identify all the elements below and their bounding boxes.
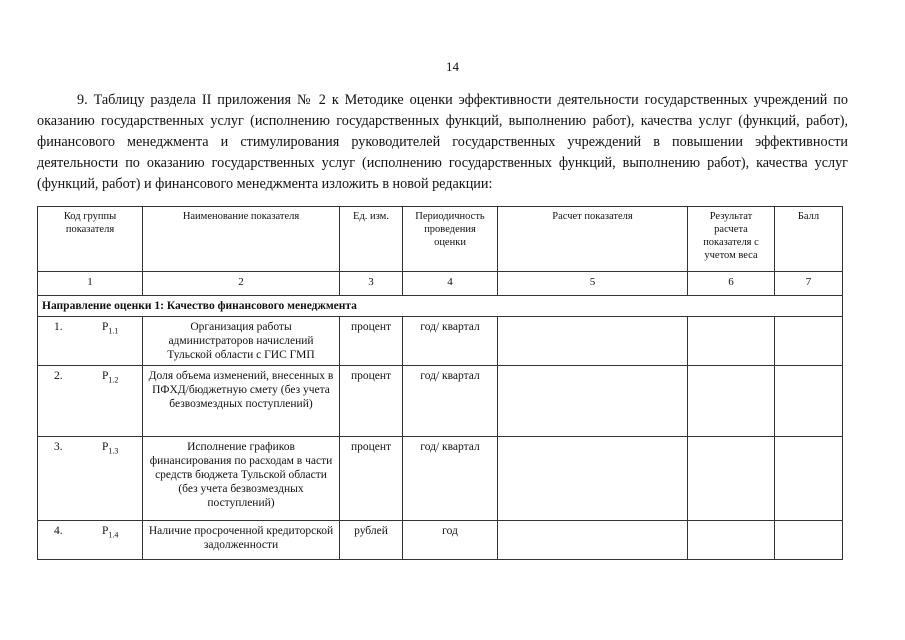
header-cell: Периодичность проведения оценки [403,207,498,272]
result-cell [688,366,775,437]
code-cell [38,366,143,437]
column-number: 2 [143,272,340,296]
code-cell [38,437,143,521]
table-row [38,521,843,560]
score-cell [775,437,843,521]
indicator-name: Исполнение графиков финансирования по расходам в части средств бюджета Тульской области (без учета безвозмездных поступлений) [143,437,340,521]
row-number: 2. [54,370,63,382]
result-cell [688,437,775,521]
column-number: 4 [403,272,498,296]
indicator-code: $P_{1.4}$ [102,525,119,540]
indicator-code: $P_{1.1}$ [102,321,119,336]
period-cell: год/ квартал [403,317,498,366]
intro-paragraph: 9. Таблицу раздела II приложения № 2 к Методике оценки эффективности деятельности государственных учреждений по оказанию государственных услуг (исполнению государственных функций, выполнению работ), качества услуг (функций, работ), финансового менеджмента и стимулирования руководителей государственных учреждений в повышении эффективности деятельности по оказанию государственных услуг (исполнению государственных функций, выполнению работ), качества услуг (функций, работ) и финансового менеджмента изложить в новой редакции: [37,92,848,192]
score-cell [775,366,843,437]
code-cell [38,521,143,560]
header-cell: Балл [775,207,843,272]
row-number: 1. [54,321,63,333]
calc-cell [498,366,688,437]
score-cell [775,521,843,560]
unit-cell: процент [340,366,403,437]
header-cell: Код группы показателя [38,207,143,272]
unit-cell: рублей [340,521,403,560]
indicator-name: Доля объема изменений, внесенных в ПФХД/бюджетную смету (без учета безвозмездных поступлений) [143,366,340,437]
table-row [38,437,843,521]
row-number: 3. [54,441,63,453]
header-cell: Наименование показателя [143,207,340,272]
page-number: 14 [446,59,459,74]
code-cell [38,317,143,366]
indicator-name: Наличие просроченной кредиторской задолженности [143,521,340,560]
column-number: 3 [340,272,403,296]
unit-cell: процент [340,437,403,521]
column-number: 5 [498,272,688,296]
table-row [38,317,843,366]
section-row [38,296,843,317]
indicator-table [37,206,843,560]
column-number: 6 [688,272,775,296]
column-number: 1 [38,272,143,296]
calc-cell [498,317,688,366]
indicator-code: $P_{1.2}$ [102,370,119,385]
indicator-code: $P_{1.3}$ [102,441,119,456]
calc-cell [498,521,688,560]
header-cell: Результат расчета показателя с учетом веса [688,207,775,272]
calc-cell [498,437,688,521]
header-cell: Расчет показателя [498,207,688,272]
section-title: Направление оценки 1: Качество финансового менеджмента [38,296,843,317]
header-cell: Ед. изм. [340,207,403,272]
column-number-row [38,272,843,296]
column-number: 7 [775,272,843,296]
table-row [38,366,843,437]
period-cell: год [403,521,498,560]
period-cell: год/ квартал [403,366,498,437]
score-cell [775,317,843,366]
result-cell [688,317,775,366]
result-cell [688,521,775,560]
table-header-row [38,207,843,272]
unit-cell: процент [340,317,403,366]
row-number: 4. [54,525,63,537]
period-cell: год/ квартал [403,437,498,521]
indicator-name: Организация работы администраторов начислений Тульской области с ГИС ГМП [143,317,340,366]
